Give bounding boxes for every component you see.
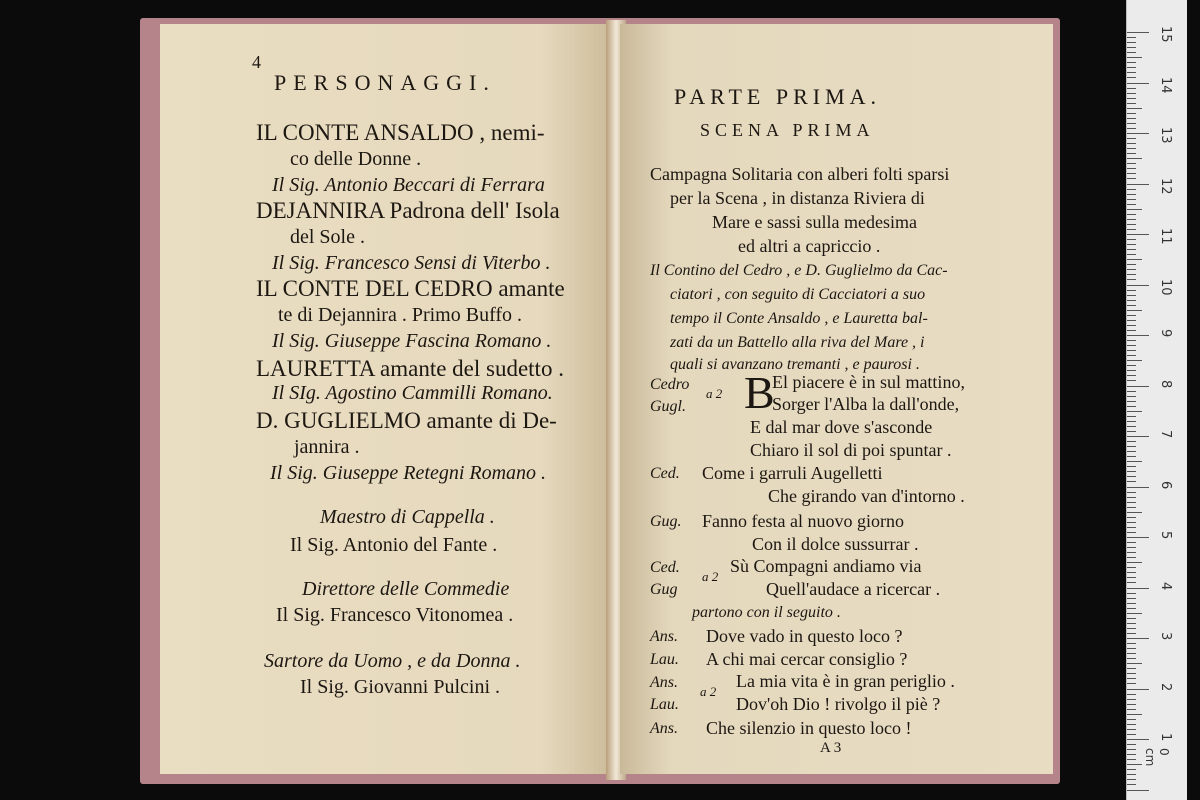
ruler-tick [1127, 72, 1136, 73]
ruler-tick [1127, 163, 1136, 164]
ruler-tick [1127, 194, 1136, 195]
ruler-tick [1127, 396, 1136, 397]
credit-name: Il Sig. Giovanni Pulcini . [300, 676, 500, 698]
ruler-tick [1127, 689, 1149, 690]
ruler-tick [1127, 234, 1149, 235]
parte-heading: PARTE PRIMA. [674, 84, 882, 109]
cast-actor: Il Sig. Giuseppe Fascina Romano . [272, 330, 552, 352]
cast-line: DEJANNIRA Padrona dell' Isola [256, 198, 560, 223]
ruler-tick [1127, 365, 1136, 366]
measuring-ruler [1126, 0, 1187, 800]
ruler-number: 8 [1158, 379, 1173, 388]
ruler-tick [1127, 219, 1136, 220]
ruler-tick [1127, 633, 1136, 634]
ruler-tick [1127, 325, 1136, 326]
ruler-tick [1127, 128, 1136, 129]
verse: Dove vado in questo loco ? [706, 626, 903, 646]
ruler-tick [1127, 42, 1136, 43]
ruler-number: 9 [1158, 329, 1173, 338]
cast-actor: Il Sig. Francesco Sensi di Viterbo . [272, 252, 551, 274]
ruler-tick [1127, 204, 1136, 205]
speaker: Lau. [650, 651, 679, 668]
ruler-tick [1127, 108, 1142, 109]
ruler-tick [1127, 623, 1136, 624]
ruler-tick [1127, 512, 1142, 513]
ruler-tick [1127, 618, 1136, 619]
ruler-tick [1127, 37, 1136, 38]
credit-role: Direttore delle Commedie [302, 578, 510, 600]
ruler-tick [1127, 123, 1136, 124]
ruler-tick [1127, 673, 1136, 674]
ruler-tick [1127, 199, 1136, 200]
ruler-tick [1127, 517, 1136, 518]
ruler-tick [1127, 189, 1136, 190]
ruler-tick [1127, 764, 1142, 765]
ruler-tick [1127, 557, 1136, 558]
ruler-tick [1127, 466, 1136, 467]
ruler-tick [1127, 552, 1136, 553]
ruler-tick [1127, 643, 1136, 644]
ruler-tick [1127, 497, 1136, 498]
ruler-tick [1127, 138, 1136, 139]
ruler-tick [1127, 699, 1136, 700]
ruler-tick [1127, 542, 1136, 543]
ruler-tick [1127, 476, 1136, 477]
page-number: 4 [252, 52, 261, 72]
ruler-tick [1127, 572, 1136, 573]
ruler-tick [1127, 562, 1142, 563]
ruler-number: 5 [1158, 531, 1173, 540]
ruler-tick [1127, 582, 1136, 583]
ruler-tick [1127, 279, 1136, 280]
ruler-tick [1127, 370, 1136, 371]
ruler-tick [1127, 492, 1136, 493]
credit-name: Il Sig. Antonio del Fante . [290, 534, 498, 556]
ruler-tick [1127, 300, 1136, 301]
ruler-tick [1127, 305, 1136, 306]
ruler-tick [1127, 406, 1136, 407]
ruler-tick [1127, 386, 1149, 387]
ruler-tick [1127, 93, 1136, 94]
speaker: Gug. [650, 513, 682, 530]
ruler-tick [1127, 178, 1136, 179]
ruler-tick [1127, 461, 1142, 462]
cast-line: IL CONTE DEL CEDRO amante [256, 276, 565, 301]
ruler-tick [1127, 67, 1136, 68]
drop-cap: B [744, 367, 775, 418]
ruler-tick [1127, 769, 1136, 770]
ruler-number: 11 [1158, 228, 1173, 245]
ruler-tick [1127, 507, 1136, 508]
ruler-tick [1127, 269, 1136, 270]
ruler-tick [1127, 754, 1136, 755]
ruler-tick [1127, 577, 1136, 578]
credit-name: Il Sig. Francesco Vitonomea . [276, 604, 514, 626]
verse: La mia vita è in gran periglio . [736, 671, 955, 691]
a2-marker: a 2 [700, 684, 717, 699]
ruler-tick [1127, 320, 1136, 321]
ruler-tick [1127, 62, 1136, 63]
ruler-tick [1127, 264, 1136, 265]
ruler-tick [1127, 588, 1149, 589]
verse: Con il dolce sussurrar . [752, 534, 919, 554]
speaker: Gug [650, 581, 678, 598]
ruler-tick [1127, 224, 1136, 225]
ruler-tick [1127, 663, 1142, 664]
ruler-tick [1127, 567, 1136, 568]
ruler-tick [1127, 456, 1136, 457]
setting-line: ed altri a capriccio . [738, 236, 881, 256]
speaker: Gugl. [650, 398, 686, 415]
ruler-tick [1127, 603, 1136, 604]
ruler-tick [1127, 724, 1136, 725]
cast-line: D. GUGLIELMO amante di De- [256, 408, 557, 433]
ruler-tick [1127, 446, 1136, 447]
ruler-number: 3 [1158, 632, 1173, 641]
ruler-tick [1127, 355, 1136, 356]
ruler-tick [1127, 790, 1149, 791]
ruler-tick [1127, 335, 1149, 336]
ruler-tick [1127, 784, 1136, 785]
ruler-tick [1127, 471, 1136, 472]
speaker: Ans. [650, 674, 678, 691]
scena-heading: SCENA PRIMA [700, 120, 875, 140]
personaggi-heading: PERSONAGGI. [274, 70, 496, 95]
ruler-tick [1127, 658, 1136, 659]
speaker: Ans. [650, 628, 678, 645]
cast-actor: Il SIg. Agostino Cammilli Romano. [272, 382, 553, 404]
ruler-tick [1127, 350, 1136, 351]
ruler-tick [1127, 774, 1136, 775]
cast-line: IL CONTE ANSALDO , nemi- [256, 120, 545, 145]
verse: Chiaro il sol di poi spuntar . [750, 440, 952, 460]
ruler-tick [1127, 32, 1149, 33]
ruler-tick [1127, 759, 1136, 760]
ruler-tick [1127, 214, 1136, 215]
ruler-tick [1127, 239, 1136, 240]
verse: A chi mai cercar consiglio ? [706, 649, 908, 669]
cast-actor: Il Sig. Antonio Beccari di Ferrara [272, 174, 545, 196]
setting-line: per la Scena , in distanza Riviera di [670, 188, 925, 208]
ruler-tick [1127, 83, 1149, 84]
ruler-tick [1127, 153, 1136, 154]
stage-direction: tempo il Conte Ansaldo , e Lauretta bal- [670, 310, 928, 327]
ruler-tick [1127, 426, 1136, 427]
cast-line: te di Dejannira . Primo Buffo . [278, 304, 523, 326]
credit-role: Sartore da Uomo , e da Donna . [264, 650, 521, 672]
cast-line: co delle Donne . [290, 148, 422, 170]
ruler-tick [1127, 436, 1149, 437]
ruler-tick [1127, 441, 1136, 442]
ruler-tick [1127, 133, 1149, 134]
ruler-tick [1127, 668, 1136, 669]
ruler-tick [1127, 310, 1142, 311]
setting-line: Campagna Solitaria con alberi folti sparsi [650, 164, 950, 184]
ruler-tick [1127, 295, 1136, 296]
ruler-tick [1127, 249, 1136, 250]
ruler-number: 10 [1158, 278, 1173, 296]
ruler-tick [1127, 143, 1136, 144]
ruler-tick [1127, 522, 1136, 523]
ruler-tick [1127, 401, 1136, 402]
stage-direction: quali si avanzano tremanti , e paurosi . [670, 356, 920, 373]
ruler-tick [1127, 487, 1149, 488]
ruler-tick [1127, 330, 1136, 331]
ruler-tick [1127, 375, 1136, 376]
ruler-tick [1127, 315, 1136, 316]
left-page [160, 24, 610, 774]
ruler-tick [1127, 209, 1142, 210]
ruler-tick [1127, 431, 1136, 432]
verse: Dov'oh Dio ! rivolgo il piè ? [736, 694, 941, 714]
ruler-number: 14 [1158, 76, 1173, 94]
ruler-tick [1127, 638, 1149, 639]
ruler-tick [1127, 613, 1142, 614]
ruler-tick [1127, 451, 1136, 452]
ruler-tick [1127, 704, 1136, 705]
ruler-tick [1127, 229, 1136, 230]
verse: Come i garruli Augelletti [702, 463, 883, 483]
verse: E dal mar dove s'asconde [750, 417, 933, 437]
verse: Sù Compagni andiamo via [730, 556, 922, 576]
ruler-tick [1127, 360, 1142, 361]
stage-direction: partono con il seguito . [692, 604, 841, 621]
ruler-tick [1127, 118, 1136, 119]
speaker: Lau. [650, 696, 679, 713]
verse: Che silenzio in questo loco ! [706, 718, 912, 738]
ruler-tick [1127, 608, 1136, 609]
ruler-tick [1127, 88, 1136, 89]
ruler-tick [1127, 709, 1136, 710]
ruler-tick [1127, 502, 1136, 503]
ruler-number: 15 [1158, 26, 1173, 43]
ruler-number: 13 [1158, 127, 1173, 144]
ruler-number: 2 [1158, 682, 1173, 691]
ruler-tick [1127, 593, 1136, 594]
ruler-tick [1127, 628, 1136, 629]
ruler-tick [1127, 340, 1136, 341]
ruler-tick [1127, 77, 1136, 78]
right-page [620, 24, 1053, 774]
ruler-tick [1127, 47, 1136, 48]
ruler-tick [1127, 244, 1136, 245]
ruler-number: 1 [1158, 733, 1173, 742]
speaker: Ans. [650, 720, 678, 737]
signature-mark: A 3 [820, 740, 842, 756]
ruler-tick [1127, 254, 1136, 255]
ruler-tick [1127, 259, 1142, 260]
ruler-tick [1127, 168, 1136, 169]
ruler-tick [1127, 547, 1136, 548]
ruler-tick [1127, 380, 1136, 381]
ruler-tick [1127, 678, 1136, 679]
stage-direction: Il Contino del Cedro , e D. Guglielmo da Cac- [650, 262, 948, 279]
speaker: Cedro [650, 376, 690, 393]
verse: Che girando van d'intorno . [768, 486, 965, 506]
cast-line: del Sole . [290, 226, 365, 248]
ruler-tick [1127, 532, 1136, 533]
verse: Sorger l'Alba la dall'onde, [772, 394, 960, 414]
cast-line: jannira . [294, 436, 360, 458]
ruler-tick [1127, 391, 1136, 392]
ruler-tick [1127, 173, 1136, 174]
ruler-tick [1127, 527, 1136, 528]
ruler-number: 6 [1158, 480, 1173, 489]
ruler-tick [1127, 779, 1136, 780]
ruler-tick [1127, 537, 1149, 538]
ruler-tick [1127, 739, 1149, 740]
a2-marker: a 2 [706, 386, 723, 401]
speaker: Ced. [650, 465, 680, 482]
ruler-tick [1127, 481, 1136, 482]
ruler-tick [1127, 345, 1136, 346]
stage-direction: zati da un Battello alla riva del Mare , i [670, 334, 925, 351]
ruler-number: 7 [1158, 430, 1173, 439]
ruler-tick [1127, 648, 1136, 649]
a2-marker: a 2 [702, 569, 719, 584]
verse: Quell'audace a ricercar . [766, 579, 941, 599]
stage-direction: ciatori , con seguito di Cacciatori a suo [670, 286, 926, 303]
ruler-tick [1127, 714, 1142, 715]
ruler-tick [1127, 744, 1136, 745]
ruler-tick [1127, 158, 1142, 159]
ruler-tick [1127, 148, 1136, 149]
ruler-number: 4 [1158, 581, 1173, 590]
setting-line: Mare e sassi sulla medesima [712, 212, 917, 232]
ruler-tick [1127, 285, 1149, 286]
ruler-tick [1127, 103, 1136, 104]
ruler-tick [1127, 98, 1136, 99]
speaker: Ced. [650, 559, 680, 576]
ruler-tick [1127, 734, 1136, 735]
ruler-tick [1127, 729, 1136, 730]
ruler-tick [1127, 719, 1136, 720]
ruler-tick [1127, 421, 1136, 422]
cast-line: LAURETTA amante del sudetto . [256, 356, 564, 381]
ruler-tick [1127, 184, 1149, 185]
credit-role: Maestro di Cappella . [320, 506, 495, 528]
ruler-unit: 0 cm [1143, 748, 1171, 767]
ruler-tick [1127, 683, 1136, 684]
ruler-tick [1127, 290, 1136, 291]
ruler-number: 12 [1158, 177, 1173, 195]
verse: Fanno festa al nuovo giorno [702, 511, 904, 531]
ruler-tick [1127, 411, 1142, 412]
verse: El piacere è in sul mattino, [772, 372, 965, 392]
ruler-tick [1127, 694, 1136, 695]
ruler-tick [1127, 52, 1136, 53]
ruler-tick [1127, 57, 1142, 58]
ruler-tick [1127, 113, 1136, 114]
ruler-tick [1127, 598, 1136, 599]
ruler-tick [1127, 274, 1136, 275]
cast-actor: Il Sig. Giuseppe Retegni Romano . [270, 462, 547, 484]
ruler-tick [1127, 653, 1136, 654]
ruler-tick [1127, 416, 1136, 417]
ruler-tick [1127, 749, 1136, 750]
